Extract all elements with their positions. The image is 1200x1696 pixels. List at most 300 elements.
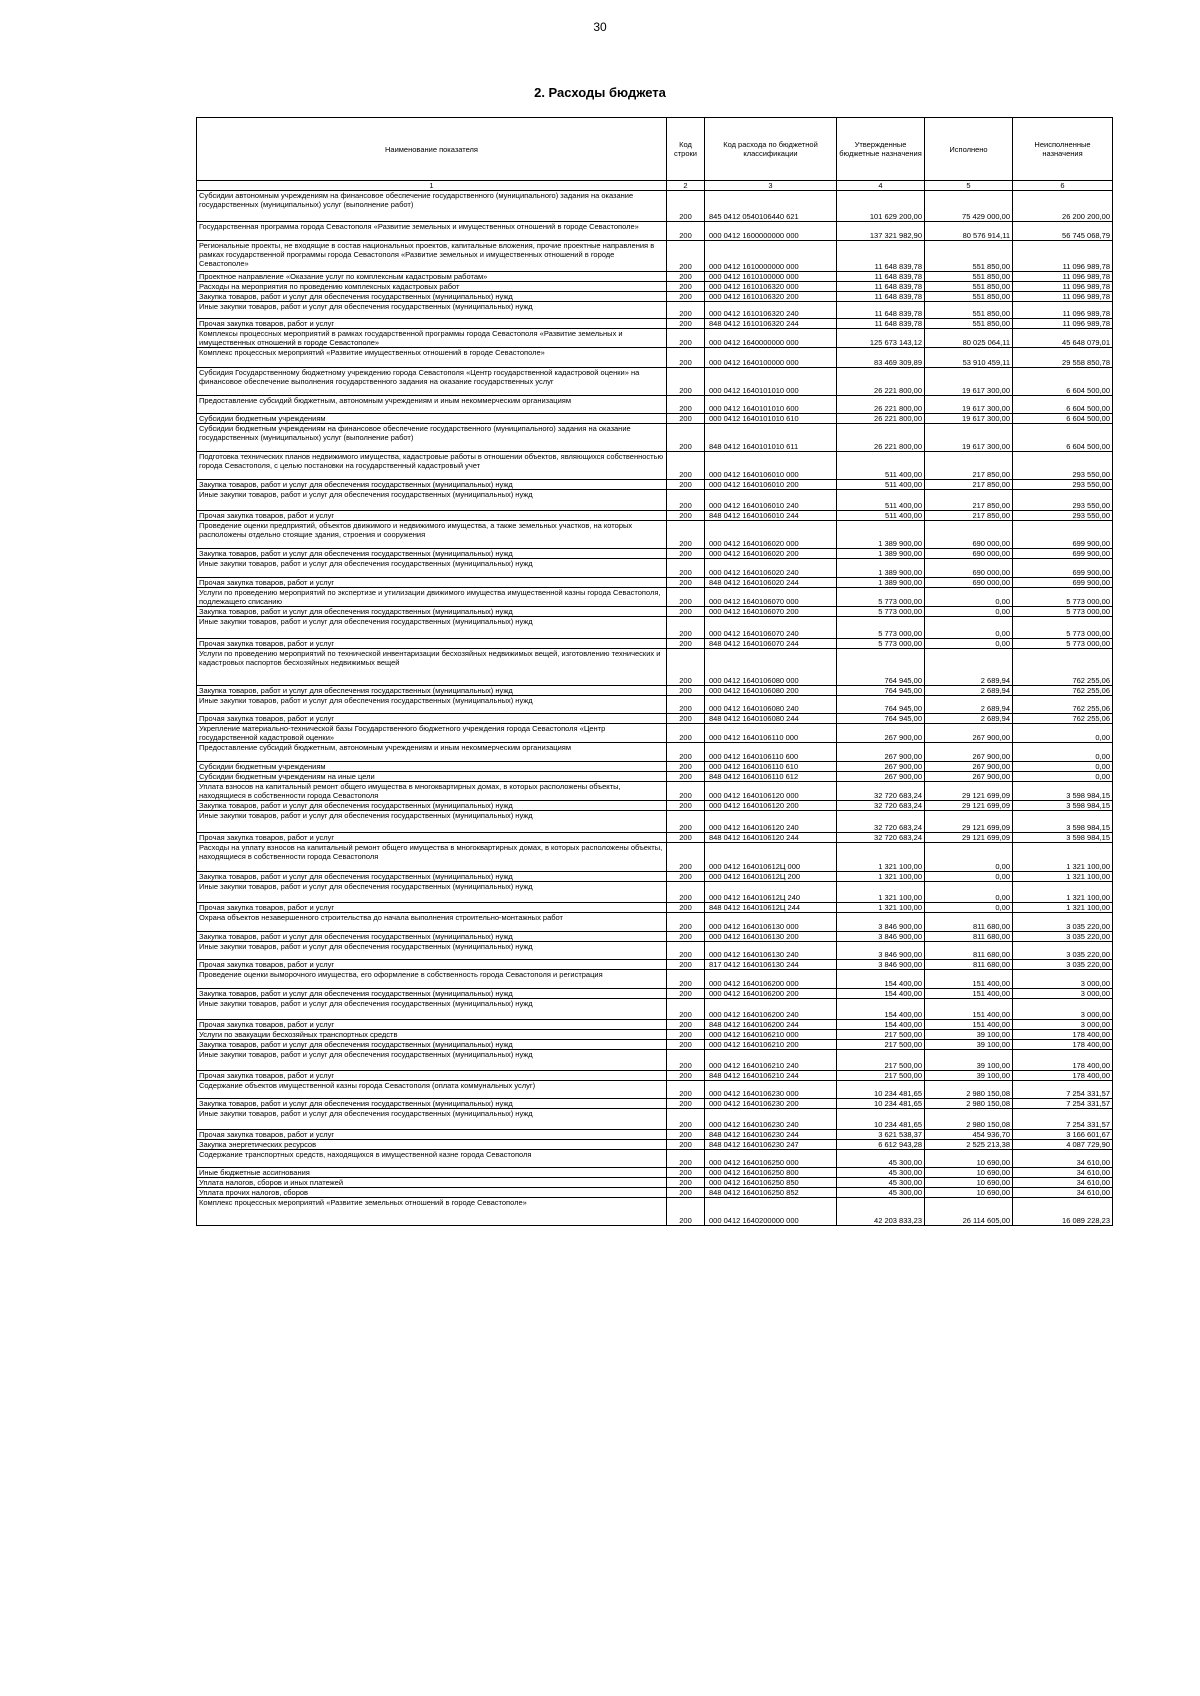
row-unexecuted-cell: 11 096 989,78: [1013, 272, 1113, 282]
row-name-cell: Закупка товаров, работ и услуг для обеспечения государственных (муниципальных) нужд: [197, 292, 667, 302]
row-approved-cell: 764 945,00: [837, 686, 925, 696]
row-name-cell: Расходы на уплату взносов на капитальный ремонт общего имущества в многоквартирных домах, в которых расположены объекты, находящиеся в собственности города Севастополя: [197, 843, 667, 872]
column-header-indicator-name: Наименование показателя: [197, 118, 667, 181]
table-row: [197, 1040, 1113, 1050]
row-approved-cell: 42 203 833,23: [837, 1198, 925, 1226]
table-row: [197, 617, 1113, 639]
row-line-code-cell: 200: [667, 424, 705, 452]
row-approved-cell: 26 221 800,00: [837, 396, 925, 414]
row-line-code-cell: 200: [667, 511, 705, 521]
table-row: [197, 319, 1113, 329]
row-unexecuted-cell: 6 604 500,00: [1013, 396, 1113, 414]
row-approved-cell: 45 300,00: [837, 1188, 925, 1198]
table-row: [197, 913, 1113, 932]
row-unexecuted-cell: 5 773 000,00: [1013, 617, 1113, 639]
row-unexecuted-cell: 7 254 331,57: [1013, 1109, 1113, 1130]
row-budget-code-cell: 000 0412 1640106110 000: [705, 724, 837, 743]
row-budget-code-cell: 848 0412 1640106230 244: [705, 1130, 837, 1140]
row-unexecuted-cell: 3 598 984,15: [1013, 811, 1113, 833]
row-line-code-cell: 200: [667, 282, 705, 292]
row-unexecuted-cell: 0,00: [1013, 772, 1113, 782]
row-executed-cell: 267 900,00: [925, 772, 1013, 782]
row-approved-cell: 32 720 683,24: [837, 801, 925, 811]
row-name-cell: Закупка товаров, работ и услуг для обеспечения государственных (муниципальных) нужд: [197, 686, 667, 696]
row-budget-code-cell: 000 0412 1640200000 000: [705, 1198, 837, 1226]
row-name-cell: Услуги по проведению мероприятий по экспертизе и утилизации движимого имущества имущественной казны города Севастополя, подлежащего списанию: [197, 588, 667, 607]
row-executed-cell: 0,00: [925, 639, 1013, 649]
row-budget-code-cell: 000 0412 1640106120 240: [705, 811, 837, 833]
row-budget-code-cell: 000 0412 1640106210 200: [705, 1040, 837, 1050]
row-unexecuted-cell: 699 900,00: [1013, 549, 1113, 559]
table-row: [197, 607, 1113, 617]
row-name-cell: Иные закупки товаров, работ и услуг для обеспечения государственных (муниципальных) нужд: [197, 559, 667, 578]
row-name-cell: Иные закупки товаров, работ и услуг для обеспечения государственных (муниципальных) нужд: [197, 1050, 667, 1071]
row-approved-cell: 3 846 900,00: [837, 913, 925, 932]
row-line-code-cell: 200: [667, 490, 705, 511]
row-line-code-cell: 200: [667, 191, 705, 222]
table-row: [197, 480, 1113, 490]
row-line-code-cell: 200: [667, 578, 705, 588]
row-approved-cell: 154 400,00: [837, 999, 925, 1020]
row-line-code-cell: 200: [667, 272, 705, 282]
row-budget-code-cell: 000 0412 1640106010 000: [705, 452, 837, 480]
table-row: [197, 329, 1113, 348]
table-row: [197, 932, 1113, 942]
row-executed-cell: 811 680,00: [925, 932, 1013, 942]
row-budget-code-cell: 000 0412 1640101010 000: [705, 368, 837, 396]
table-body: [197, 191, 1113, 1226]
row-budget-code-cell: 000 0412 1640106200 000: [705, 970, 837, 989]
row-unexecuted-cell: 6 604 500,00: [1013, 424, 1113, 452]
row-executed-cell: 151 400,00: [925, 999, 1013, 1020]
row-line-code-cell: 200: [667, 480, 705, 490]
row-executed-cell: 151 400,00: [925, 970, 1013, 989]
row-unexecuted-cell: 762 255,06: [1013, 686, 1113, 696]
row-unexecuted-cell: 3 000,00: [1013, 989, 1113, 999]
row-executed-cell: 2 980 150,08: [925, 1109, 1013, 1130]
row-line-code-cell: 200: [667, 241, 705, 272]
row-line-code-cell: 200: [667, 292, 705, 302]
row-approved-cell: 217 500,00: [837, 1050, 925, 1071]
row-budget-code-cell: 848 0412 1640106200 244: [705, 1020, 837, 1030]
column-header-budget-code: Код расхода по бюджетной классификации: [705, 118, 837, 181]
table-row: [197, 1130, 1113, 1140]
row-budget-code-cell: 000 0412 1600000000 000: [705, 222, 837, 241]
row-unexecuted-cell: 3 035 220,00: [1013, 913, 1113, 932]
row-executed-cell: 39 100,00: [925, 1030, 1013, 1040]
table-row: [197, 772, 1113, 782]
row-name-cell: Прочая закупка товаров, работ и услуг: [197, 960, 667, 970]
row-executed-cell: 811 680,00: [925, 960, 1013, 970]
row-name-cell: Подготовка технических планов недвижимого имущества, кадастровые работы в отношении объектов, являющихся собственностью города Севастополя, с целью постановки на государственный кадастровый учет: [197, 452, 667, 480]
row-executed-cell: 551 850,00: [925, 241, 1013, 272]
row-approved-cell: 1 389 900,00: [837, 578, 925, 588]
row-executed-cell: 29 121 699,09: [925, 782, 1013, 801]
row-budget-code-cell: 000 0412 1640106230 000: [705, 1081, 837, 1099]
row-unexecuted-cell: 11 096 989,78: [1013, 302, 1113, 319]
table-row: [197, 999, 1113, 1020]
table-row: [197, 1188, 1113, 1198]
row-name-cell: Услуги по проведению мероприятий по технической инвентаризации бесхозяйных недвижимых вещей, изготовлению технических и кадастровых паспортов бесхозяйных недвижимых вещей: [197, 649, 667, 686]
table-row: [197, 1198, 1113, 1226]
row-unexecuted-cell: 6 604 500,00: [1013, 368, 1113, 396]
column-header-unexecuted: Неисполненные назначения: [1013, 118, 1113, 181]
row-unexecuted-cell: 11 096 989,78: [1013, 292, 1113, 302]
row-name-cell: Прочая закупка товаров, работ и услуг: [197, 639, 667, 649]
row-executed-cell: 267 900,00: [925, 762, 1013, 772]
row-name-cell: Закупка товаров, работ и услуг для обеспечения государственных (муниципальных) нужд: [197, 607, 667, 617]
row-executed-cell: 267 900,00: [925, 724, 1013, 743]
row-budget-code-cell: 000 0412 1610106320 200: [705, 292, 837, 302]
row-budget-code-cell: 000 0412 1640106200 200: [705, 989, 837, 999]
row-approved-cell: 1 389 900,00: [837, 559, 925, 578]
row-budget-code-cell: 848 0412 1640106110 612: [705, 772, 837, 782]
row-name-cell: Иные закупки товаров, работ и услуг для обеспечения государственных (муниципальных) нужд: [197, 302, 667, 319]
row-executed-cell: 454 936,70: [925, 1130, 1013, 1140]
row-line-code-cell: 200: [667, 942, 705, 960]
row-approved-cell: 10 234 481,65: [837, 1099, 925, 1109]
row-name-cell: Закупка энергетических ресурсов: [197, 1140, 667, 1150]
row-name-cell: Предоставление субсидий бюджетным, автономным учреждениям и иным некоммерческим организациям: [197, 743, 667, 762]
row-name-cell: Закупка товаров, работ и услуг для обеспечения государственных (муниципальных) нужд: [197, 801, 667, 811]
row-unexecuted-cell: 16 089 228,23: [1013, 1198, 1113, 1226]
row-budget-code-cell: 000 0412 1640106020 000: [705, 521, 837, 549]
row-executed-cell: 0,00: [925, 872, 1013, 882]
row-line-code-cell: 200: [667, 1178, 705, 1188]
row-approved-cell: 11 648 839,78: [837, 319, 925, 329]
row-name-cell: Прочая закупка товаров, работ и услуг: [197, 833, 667, 843]
row-budget-code-cell: 000 0412 1640106230 240: [705, 1109, 837, 1130]
table-row: [197, 490, 1113, 511]
row-budget-code-cell: 000 0412 1640106070 200: [705, 607, 837, 617]
table-row: [197, 762, 1113, 772]
row-executed-cell: 2 980 150,08: [925, 1099, 1013, 1109]
table-row: [197, 292, 1113, 302]
row-name-cell: Закупка товаров, работ и услуг для обеспечения государственных (муниципальных) нужд: [197, 1099, 667, 1109]
row-budget-code-cell: 000 0412 1640106110 600: [705, 743, 837, 762]
table-row: [197, 578, 1113, 588]
table-row: [197, 649, 1113, 686]
row-executed-cell: 690 000,00: [925, 549, 1013, 559]
row-approved-cell: 267 900,00: [837, 724, 925, 743]
table-row: [197, 452, 1113, 480]
row-executed-cell: 551 850,00: [925, 292, 1013, 302]
row-line-code-cell: 200: [667, 686, 705, 696]
row-name-cell: Закупка товаров, работ и услуг для обеспечения государственных (муниципальных) нужд: [197, 549, 667, 559]
row-name-cell: Комплекс процессных мероприятий «Развитие земельных отношений в городе Севастополе»: [197, 1198, 667, 1226]
row-budget-code-cell: 848 0412 1640106080 244: [705, 714, 837, 724]
row-executed-cell: 217 850,00: [925, 452, 1013, 480]
table-row: [197, 222, 1113, 241]
row-name-cell: Иные закупки товаров, работ и услуг для обеспечения государственных (муниципальных) нужд: [197, 999, 667, 1020]
row-unexecuted-cell: 3 000,00: [1013, 999, 1113, 1020]
row-name-cell: Уплата налогов, сборов и иных платежей: [197, 1178, 667, 1188]
row-line-code-cell: 200: [667, 913, 705, 932]
row-name-cell: Проведение оценки предприятий, объектов движимого и недвижимого имущества, а также земельных участков, на которых расположены отдельно стоящие здания, строения и сооружения: [197, 521, 667, 549]
row-budget-code-cell: 000 0412 1640106130 240: [705, 942, 837, 960]
page-number: 30: [593, 20, 607, 34]
row-unexecuted-cell: 3 598 984,15: [1013, 801, 1113, 811]
row-name-cell: Укрепление материально-технической базы Государственного бюджетного учреждения города Севастополя «Центр государственной кадастровой оценки»: [197, 724, 667, 743]
row-name-cell: Прочая закупка товаров, работ и услуг: [197, 903, 667, 913]
row-unexecuted-cell: 699 900,00: [1013, 521, 1113, 549]
row-name-cell: Субсидии бюджетным учреждениям на иные цели: [197, 772, 667, 782]
row-line-code-cell: 200: [667, 639, 705, 649]
row-budget-code-cell: 848 0412 1640106210 244: [705, 1071, 837, 1081]
row-budget-code-cell: 000 0412 1640101010 600: [705, 396, 837, 414]
row-unexecuted-cell: 178 400,00: [1013, 1050, 1113, 1071]
row-approved-cell: 5 773 000,00: [837, 639, 925, 649]
table-row: [197, 743, 1113, 762]
column-header-executed: Исполнено: [925, 118, 1013, 181]
row-approved-cell: 32 720 683,24: [837, 782, 925, 801]
table-row: [197, 724, 1113, 743]
row-budget-code-cell: 000 0412 1640106070 240: [705, 617, 837, 639]
row-budget-code-cell: 000 0412 1610106320 000: [705, 282, 837, 292]
column-number: 6: [1013, 181, 1113, 191]
row-executed-cell: 217 850,00: [925, 480, 1013, 490]
row-name-cell: Субсидии бюджетным учреждениям на финансовое обеспечение государственного (муниципального) задания на оказание государственных (муниципальных) услуг (выполнение работ): [197, 424, 667, 452]
row-budget-code-cell: 000 0412 1640106080 240: [705, 696, 837, 714]
row-budget-code-cell: 000 0412 1640106120 200: [705, 801, 837, 811]
row-line-code-cell: 200: [667, 1030, 705, 1040]
column-number: 2: [667, 181, 705, 191]
row-unexecuted-cell: 178 400,00: [1013, 1040, 1113, 1050]
table-row: [197, 348, 1113, 368]
row-line-code-cell: 200: [667, 872, 705, 882]
row-name-cell: Комплекс процессных мероприятий «Развитие имущественных отношений в городе Севастополе»: [197, 348, 667, 368]
row-budget-code-cell: 848 0412 1640106010 244: [705, 511, 837, 521]
row-budget-code-cell: 000 0412 1640106210 240: [705, 1050, 837, 1071]
table-row: [197, 241, 1113, 272]
row-line-code-cell: 200: [667, 607, 705, 617]
row-line-code-cell: 200: [667, 368, 705, 396]
row-line-code-cell: 200: [667, 617, 705, 639]
row-line-code-cell: 200: [667, 696, 705, 714]
column-header-approved: Утвержденные бюджетные назначения: [837, 118, 925, 181]
row-name-cell: Иные закупки товаров, работ и услуг для обеспечения государственных (муниципальных) нужд: [197, 696, 667, 714]
row-approved-cell: 1 321 100,00: [837, 903, 925, 913]
row-approved-cell: 26 221 800,00: [837, 368, 925, 396]
row-unexecuted-cell: 762 255,06: [1013, 649, 1113, 686]
table-row: [197, 1178, 1113, 1188]
row-line-code-cell: 200: [667, 762, 705, 772]
row-name-cell: Прочая закупка товаров, работ и услуг: [197, 1071, 667, 1081]
table-row: [197, 414, 1113, 424]
row-approved-cell: 1 389 900,00: [837, 549, 925, 559]
row-budget-code-cell: 848 0412 1610106320 244: [705, 319, 837, 329]
row-line-code-cell: 200: [667, 882, 705, 903]
row-approved-cell: 511 400,00: [837, 480, 925, 490]
row-approved-cell: 511 400,00: [837, 511, 925, 521]
row-executed-cell: 267 900,00: [925, 743, 1013, 762]
row-approved-cell: 45 300,00: [837, 1150, 925, 1168]
row-executed-cell: 39 100,00: [925, 1050, 1013, 1071]
column-number: 5: [925, 181, 1013, 191]
row-executed-cell: 0,00: [925, 882, 1013, 903]
row-executed-cell: 811 680,00: [925, 913, 1013, 932]
row-executed-cell: 2 689,94: [925, 686, 1013, 696]
row-name-cell: Прочая закупка товаров, работ и услуг: [197, 511, 667, 521]
row-unexecuted-cell: 3 598 984,15: [1013, 833, 1113, 843]
row-name-cell: Иные закупки товаров, работ и услуг для обеспечения государственных (муниципальных) нужд: [197, 942, 667, 960]
row-approved-cell: 1 389 900,00: [837, 521, 925, 549]
row-unexecuted-cell: 1 321 100,00: [1013, 882, 1113, 903]
row-unexecuted-cell: 5 773 000,00: [1013, 607, 1113, 617]
row-budget-code-cell: 000 0412 1640106080 200: [705, 686, 837, 696]
row-executed-cell: 551 850,00: [925, 272, 1013, 282]
row-executed-cell: 10 690,00: [925, 1178, 1013, 1188]
row-unexecuted-cell: 699 900,00: [1013, 578, 1113, 588]
row-approved-cell: 764 945,00: [837, 649, 925, 686]
table-row: [197, 396, 1113, 414]
row-approved-cell: 1 321 100,00: [837, 882, 925, 903]
row-unexecuted-cell: 11 096 989,78: [1013, 282, 1113, 292]
row-budget-code-cell: 848 0412 1640106120 244: [705, 833, 837, 843]
row-line-code-cell: 200: [667, 396, 705, 414]
row-unexecuted-cell: 762 255,06: [1013, 714, 1113, 724]
row-name-cell: Прочая закупка товаров, работ и услуг: [197, 1020, 667, 1030]
row-unexecuted-cell: 3 035 220,00: [1013, 932, 1113, 942]
row-name-cell: Региональные проекты, не входящие в состав национальных проектов, капитальные вложения, прочие проектные направления в рамках государственной программы города Севастополя «Развитие земельных и имущественных отношений в городе Севастополе»: [197, 241, 667, 272]
row-budget-code-cell: 000 0412 1640106230 200: [705, 1099, 837, 1109]
row-budget-code-cell: 848 0412 1640106230 247: [705, 1140, 837, 1150]
table-row: [197, 686, 1113, 696]
row-line-code-cell: 200: [667, 1099, 705, 1109]
row-line-code-cell: 200: [667, 714, 705, 724]
row-line-code-cell: 200: [667, 452, 705, 480]
table-row: [197, 696, 1113, 714]
row-executed-cell: 217 850,00: [925, 511, 1013, 521]
row-budget-code-cell: 817 0412 1640106130 244: [705, 960, 837, 970]
row-budget-code-cell: 000 0412 1610106320 240: [705, 302, 837, 319]
row-budget-code-cell: 000 0412 1640100000 000: [705, 348, 837, 368]
column-number-row: [197, 181, 1113, 191]
row-approved-cell: 125 673 143,12: [837, 329, 925, 348]
row-unexecuted-cell: 0,00: [1013, 762, 1113, 772]
row-approved-cell: 3 846 900,00: [837, 932, 925, 942]
row-unexecuted-cell: 5 773 000,00: [1013, 588, 1113, 607]
row-executed-cell: 217 850,00: [925, 490, 1013, 511]
row-line-code-cell: 200: [667, 1040, 705, 1050]
row-unexecuted-cell: 0,00: [1013, 724, 1113, 743]
row-budget-code-cell: 000 0412 1640106020 200: [705, 549, 837, 559]
row-executed-cell: 2 689,94: [925, 649, 1013, 686]
row-executed-cell: 690 000,00: [925, 521, 1013, 549]
row-approved-cell: 32 720 683,24: [837, 833, 925, 843]
row-line-code-cell: 200: [667, 1071, 705, 1081]
row-name-cell: Иные закупки товаров, работ и услуг для обеспечения государственных (муниципальных) нужд: [197, 1109, 667, 1130]
table-row: [197, 1081, 1113, 1099]
row-budget-code-cell: 000 0412 1640106130 000: [705, 913, 837, 932]
row-approved-cell: 5 773 000,00: [837, 607, 925, 617]
table-row: [197, 511, 1113, 521]
row-executed-cell: 29 121 699,09: [925, 833, 1013, 843]
row-budget-code-cell: 000 0412 1640106130 200: [705, 932, 837, 942]
table-row: [197, 882, 1113, 903]
table-row: [197, 970, 1113, 989]
row-unexecuted-cell: 3 000,00: [1013, 970, 1113, 989]
row-unexecuted-cell: 56 745 068,79: [1013, 222, 1113, 241]
table-row: [197, 1109, 1113, 1130]
row-approved-cell: 83 469 309,89: [837, 348, 925, 368]
row-unexecuted-cell: 6 604 500,00: [1013, 414, 1113, 424]
row-budget-code-cell: 000 0412 1640106020 240: [705, 559, 837, 578]
row-unexecuted-cell: 45 648 079,01: [1013, 329, 1113, 348]
row-approved-cell: 26 221 800,00: [837, 424, 925, 452]
row-line-code-cell: 200: [667, 811, 705, 833]
row-line-code-cell: 200: [667, 903, 705, 913]
row-name-cell: Иные закупки товаров, работ и услуг для обеспечения государственных (муниципальных) нужд: [197, 882, 667, 903]
row-unexecuted-cell: 26 200 200,00: [1013, 191, 1113, 222]
row-executed-cell: 53 910 459,11: [925, 348, 1013, 368]
row-unexecuted-cell: 5 773 000,00: [1013, 639, 1113, 649]
row-unexecuted-cell: 762 255,06: [1013, 696, 1113, 714]
row-line-code-cell: 200: [667, 329, 705, 348]
row-approved-cell: 6 612 943,28: [837, 1140, 925, 1150]
row-name-cell: Закупка товаров, работ и услуг для обеспечения государственных (муниципальных) нужд: [197, 1040, 667, 1050]
row-executed-cell: 2 689,94: [925, 696, 1013, 714]
row-executed-cell: 2 980 150,08: [925, 1081, 1013, 1099]
row-executed-cell: 151 400,00: [925, 1020, 1013, 1030]
row-approved-cell: 267 900,00: [837, 743, 925, 762]
row-approved-cell: 217 500,00: [837, 1030, 925, 1040]
row-line-code-cell: 200: [667, 414, 705, 424]
table-row: [197, 1030, 1113, 1040]
row-line-code-cell: 200: [667, 989, 705, 999]
row-executed-cell: 0,00: [925, 588, 1013, 607]
row-budget-code-cell: 000 0412 1640106250 000: [705, 1150, 837, 1168]
row-approved-cell: 10 234 481,65: [837, 1109, 925, 1130]
row-name-cell: Прочая закупка товаров, работ и услуг: [197, 714, 667, 724]
row-name-cell: Государственная программа города Севастополя «Развитие земельных и имущественных отношений в городе Севастополе»: [197, 222, 667, 241]
row-unexecuted-cell: 3 035 220,00: [1013, 960, 1113, 970]
row-budget-code-cell: 848 0412 164010612Ц 244: [705, 903, 837, 913]
row-unexecuted-cell: 0,00: [1013, 743, 1113, 762]
row-line-code-cell: 200: [667, 1140, 705, 1150]
row-approved-cell: 267 900,00: [837, 762, 925, 772]
row-line-code-cell: 200: [667, 1020, 705, 1030]
row-approved-cell: 1 321 100,00: [837, 843, 925, 872]
row-approved-cell: 5 773 000,00: [837, 617, 925, 639]
row-approved-cell: 764 945,00: [837, 714, 925, 724]
row-executed-cell: 811 680,00: [925, 942, 1013, 960]
row-approved-cell: 154 400,00: [837, 970, 925, 989]
row-line-code-cell: 200: [667, 1150, 705, 1168]
row-executed-cell: 0,00: [925, 607, 1013, 617]
row-executed-cell: 551 850,00: [925, 319, 1013, 329]
row-unexecuted-cell: 34 610,00: [1013, 1188, 1113, 1198]
row-unexecuted-cell: 293 550,00: [1013, 452, 1113, 480]
row-name-cell: Услуги по эвакуации бесхозяйных транспортных средств: [197, 1030, 667, 1040]
row-budget-code-cell: 000 0412 1610100000 000: [705, 272, 837, 282]
row-name-cell: Субсидия Государственному бюджетному учреждению города Севастополя «Центр государственной кадастровой оценки» на финансовое обеспечение выполнения государственного задания на оказание государственных услуг: [197, 368, 667, 396]
table-row: [197, 588, 1113, 607]
table-row: [197, 282, 1113, 292]
row-line-code-cell: 200: [667, 932, 705, 942]
row-line-code-cell: 200: [667, 772, 705, 782]
row-name-cell: Уплата прочих налогов, сборов: [197, 1188, 667, 1198]
row-budget-code-cell: 000 0412 1640106010 240: [705, 490, 837, 511]
row-budget-code-cell: 000 0412 1640106200 240: [705, 999, 837, 1020]
table-row: [197, 1150, 1113, 1168]
row-unexecuted-cell: 3 166 601,67: [1013, 1130, 1113, 1140]
row-executed-cell: 551 850,00: [925, 302, 1013, 319]
row-name-cell: Содержание транспортных средств, находящихся в имущественной казне города Севастополя: [197, 1150, 667, 1168]
row-executed-cell: 29 121 699,09: [925, 801, 1013, 811]
table-row: [197, 272, 1113, 282]
row-executed-cell: 26 114 605,00: [925, 1198, 1013, 1226]
